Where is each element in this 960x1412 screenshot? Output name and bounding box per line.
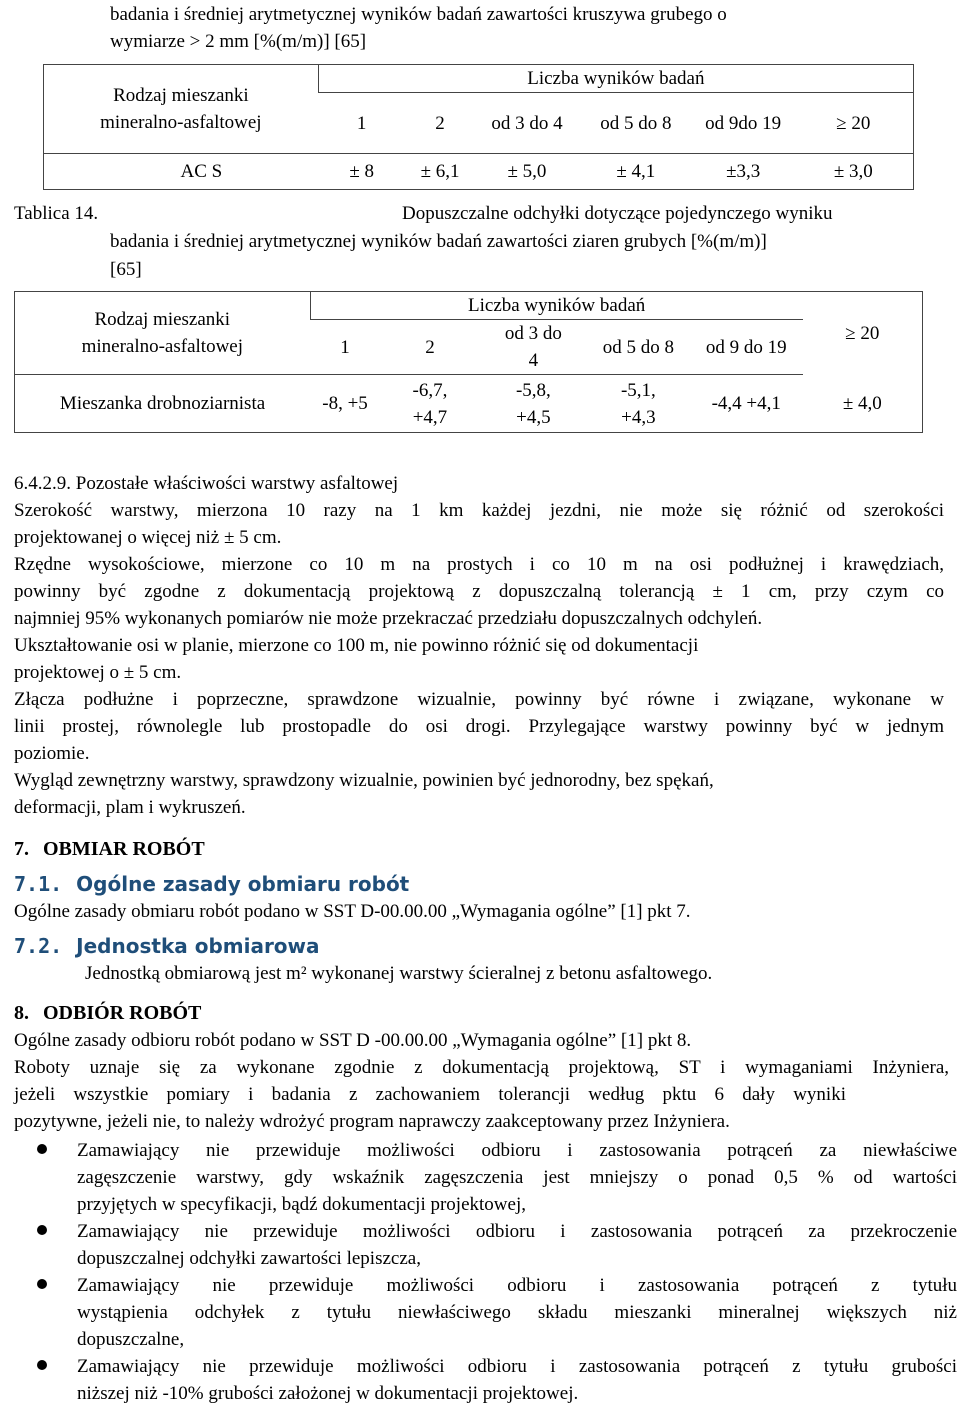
table14-col-6: ≥ 20 — [803, 292, 923, 375]
table14-col-4: od 5 do 8 — [587, 320, 690, 375]
text-line: projektowej o ± 5 cm. — [14, 662, 182, 683]
bullet-item-4 — [77, 1353, 957, 1407]
table13-col-4: od 5 do 8 — [579, 93, 693, 154]
bullet-icon — [37, 1360, 47, 1370]
table13-value-1: ± 8 — [318, 154, 405, 190]
text-line: dopuszczalnej odchyłki zawartości lepiszcza, — [77, 1248, 421, 1269]
table14-group-header: Liczba wyników badań — [310, 292, 803, 320]
table14-col-3: od 3 do 4 — [480, 320, 587, 375]
table13-col-6: ≥ 20 — [794, 93, 914, 154]
table14-value-6: ± 4,0 — [803, 375, 923, 433]
section-7-1-title: Ogólne zasady obmiaru robót — [76, 872, 410, 896]
section-7-1-text: Ogólne zasady obmiaru robót podano w SST D-00.00.00 „Wymagania ogólne” [1] pkt 7. — [14, 901, 691, 922]
text-line: deformacji, plam i wykruszeń. — [14, 797, 246, 818]
table13-col-5: od 9do 19 — [693, 93, 794, 154]
section-8-heading — [14, 1000, 201, 1027]
text-line: wystąpienia odchyłek z tytułu niewłaściwego składu mieszanki mineralnej większych niż — [77, 1302, 957, 1323]
text-line: pozytywne, jeżeli nie, to należy wdrożyć program naprawczy zaakceptowany przez Inżyniera. — [14, 1111, 730, 1132]
text-line: Zamawiający nie przewiduje możliwości odbioru i zastosowania potrąceń z tytułu grubości — [77, 1356, 957, 1377]
table14-col-1: 1 — [310, 320, 380, 375]
table14-title-part3: [65] — [110, 259, 142, 280]
table13-col-1: 1 — [318, 93, 405, 154]
section-7-2-number: 7.2. — [14, 934, 63, 958]
table14-title-part2: badania i średniej arytmetycznej wyników badań zawartości ziaren grubych [%(m/m)] — [110, 231, 767, 252]
table13-group-header: Liczba wyników badań — [318, 65, 913, 93]
section-7-number: 7. — [14, 838, 29, 860]
text-line: Ukształtowanie osi w planie, mierzone co 100 m, nie powinno różnić się od dokumentacji — [14, 635, 699, 656]
section-6429-heading: 6.4.2.9. Pozostałe właściwości warstwy asfaltowej — [14, 473, 399, 494]
table13 — [43, 64, 914, 190]
table14-row-label: Mieszanka drobnoziarnista — [15, 375, 311, 433]
section-8-number: 8. — [14, 1002, 29, 1024]
table13-rowhead: Rodzaj mieszanki mineralno-asfaltowej — [44, 65, 319, 154]
text-line: Zamawiający nie przewiduje możliwości odbioru i zastosowania potrąceń za przekroczenie — [77, 1221, 957, 1242]
table13-value-5: ±3,3 — [693, 154, 794, 190]
text-line: Roboty uznaje się za wykonane zgodnie z dokumentacją projektową, ST i wymaganiami Inżyniera, — [14, 1057, 949, 1078]
text-line: Ogólne zasady odbioru robót podano w SST D -00.00.00 „Wymagania ogólne” [1] pkt 8. — [14, 1030, 692, 1051]
table14-rowhead: Rodzaj mieszanki mineralno-asfaltowej — [15, 292, 311, 375]
table13-value-2: ± 6,1 — [405, 154, 475, 190]
section-7-2-title: Jednostka obmiarowa — [76, 934, 320, 958]
table13-value-6: ± 3,0 — [794, 154, 914, 190]
section-7-1-heading — [14, 871, 409, 898]
text-line: Zamawiający nie przewiduje możliwości odbioru i zastosowania potrąceń za niewłaściwe — [77, 1140, 957, 1161]
text-line: Wygląd zewnętrzny warstwy, sprawdzony wizualnie, powinien być jednorodny, bez spękań, — [14, 770, 714, 791]
text-line: Zamawiający nie przewiduje możliwości odbioru i zastosowania potrąceń z tytułu — [77, 1275, 957, 1296]
bullet-icon — [37, 1279, 47, 1289]
text-line: powinny być zgodne z dokumentacją projektową z dopuszczalną tolerancją ± 1 cm, przy czym co — [14, 581, 944, 602]
text-line: najmniej 95% wykonanych pomiarów nie może przekraczać przedziału dopuszczalnych odchyleń. — [14, 608, 763, 629]
text-line: Złącza podłużne i poprzeczne, sprawdzone wizualnie, powinny być równe i związane, wykonane w — [14, 689, 944, 710]
table14 — [14, 291, 923, 433]
table14-value-3: -5,8, +4,5 — [480, 375, 587, 433]
table13-caption-line2: wymiarze > 2 mm [%(m/m)] [65] — [110, 31, 367, 52]
section-7-2-text: Jednostką obmiarową jest m² wykonanej warstwy ścieralnej z betonu asfaltowego. — [85, 963, 713, 984]
bullet-item-2 — [77, 1218, 957, 1272]
text-line: linii prostej, równolegle lub prostopadle do osi drogi. Przylegające warstwy powinny być w jednym — [14, 716, 944, 737]
text-line: poziomie. — [14, 743, 90, 764]
text-line: przyjętych w specyfikacji, bądź dokumentacji projektowej, — [77, 1194, 526, 1215]
bullet-item-3 — [77, 1272, 957, 1353]
table13-value-3: ± 5,0 — [475, 154, 579, 190]
section-7-title: OBMIAR ROBÓT — [43, 838, 205, 860]
section-8-title: ODBIÓR ROBÓT — [43, 1002, 202, 1024]
section-7-2-heading — [14, 933, 320, 960]
section-8-body — [14, 1027, 949, 1135]
section-6429-body — [14, 497, 944, 821]
text-line: dopuszczalne, — [77, 1329, 185, 1350]
table14-col-2: 2 — [380, 320, 480, 375]
table14-value-2: -6,7, +4,7 — [380, 375, 480, 433]
table14-col-5: od 9 do 19 — [690, 320, 803, 375]
text-line: projektowanej o więcej niż ± 5 cm. — [14, 527, 282, 548]
section-7-1-number: 7.1. — [14, 872, 63, 896]
section-7-heading — [14, 836, 205, 863]
text-line: jeżeli wszystkie pomiary i badania z zachowaniem tolerancji według pktu 6 dały wyniki — [14, 1084, 846, 1105]
text-line: zagęszczenie warstwy, gdy wskaźnik zagęszczenia jest mniejszy o ponad 0,5 % od wartości — [77, 1167, 957, 1188]
text-line: niższej niż -10% grubości założonej w dokumentacji projektowej. — [77, 1383, 579, 1404]
table14-value-5: -4,4 +4,1 — [690, 375, 803, 433]
table13-value-4: ± 4,1 — [579, 154, 693, 190]
table14-value-4: -5,1, +4,3 — [587, 375, 690, 433]
bullet-icon — [37, 1225, 47, 1235]
table14-value-1: -8, +5 — [310, 375, 380, 433]
bullet-icon — [37, 1144, 47, 1154]
table13-row-label: AC S — [44, 154, 319, 190]
table13-caption-line1: badania i średniej arytmetycznej wyników badań zawartości kruszywa grubego o — [110, 4, 727, 25]
table13-col-3: od 3 do 4 — [475, 93, 579, 154]
text-line: Rzędne wysokościowe, mierzone co 10 m na prostych i co 10 m na osi podłużnej i krawędziach, — [14, 554, 944, 575]
table13-col-2: 2 — [405, 93, 475, 154]
table14-title-part1: Dopuszczalne odchyłki dotyczące pojedynczego wyniku — [402, 203, 833, 224]
text-line: Szerokość warstwy, mierzona 10 razy na 1 km każdej jezdni, nie może się różnić od szerokości — [14, 500, 944, 521]
table14-label: Tablica 14. — [14, 203, 99, 224]
bullet-item-1 — [77, 1137, 957, 1218]
